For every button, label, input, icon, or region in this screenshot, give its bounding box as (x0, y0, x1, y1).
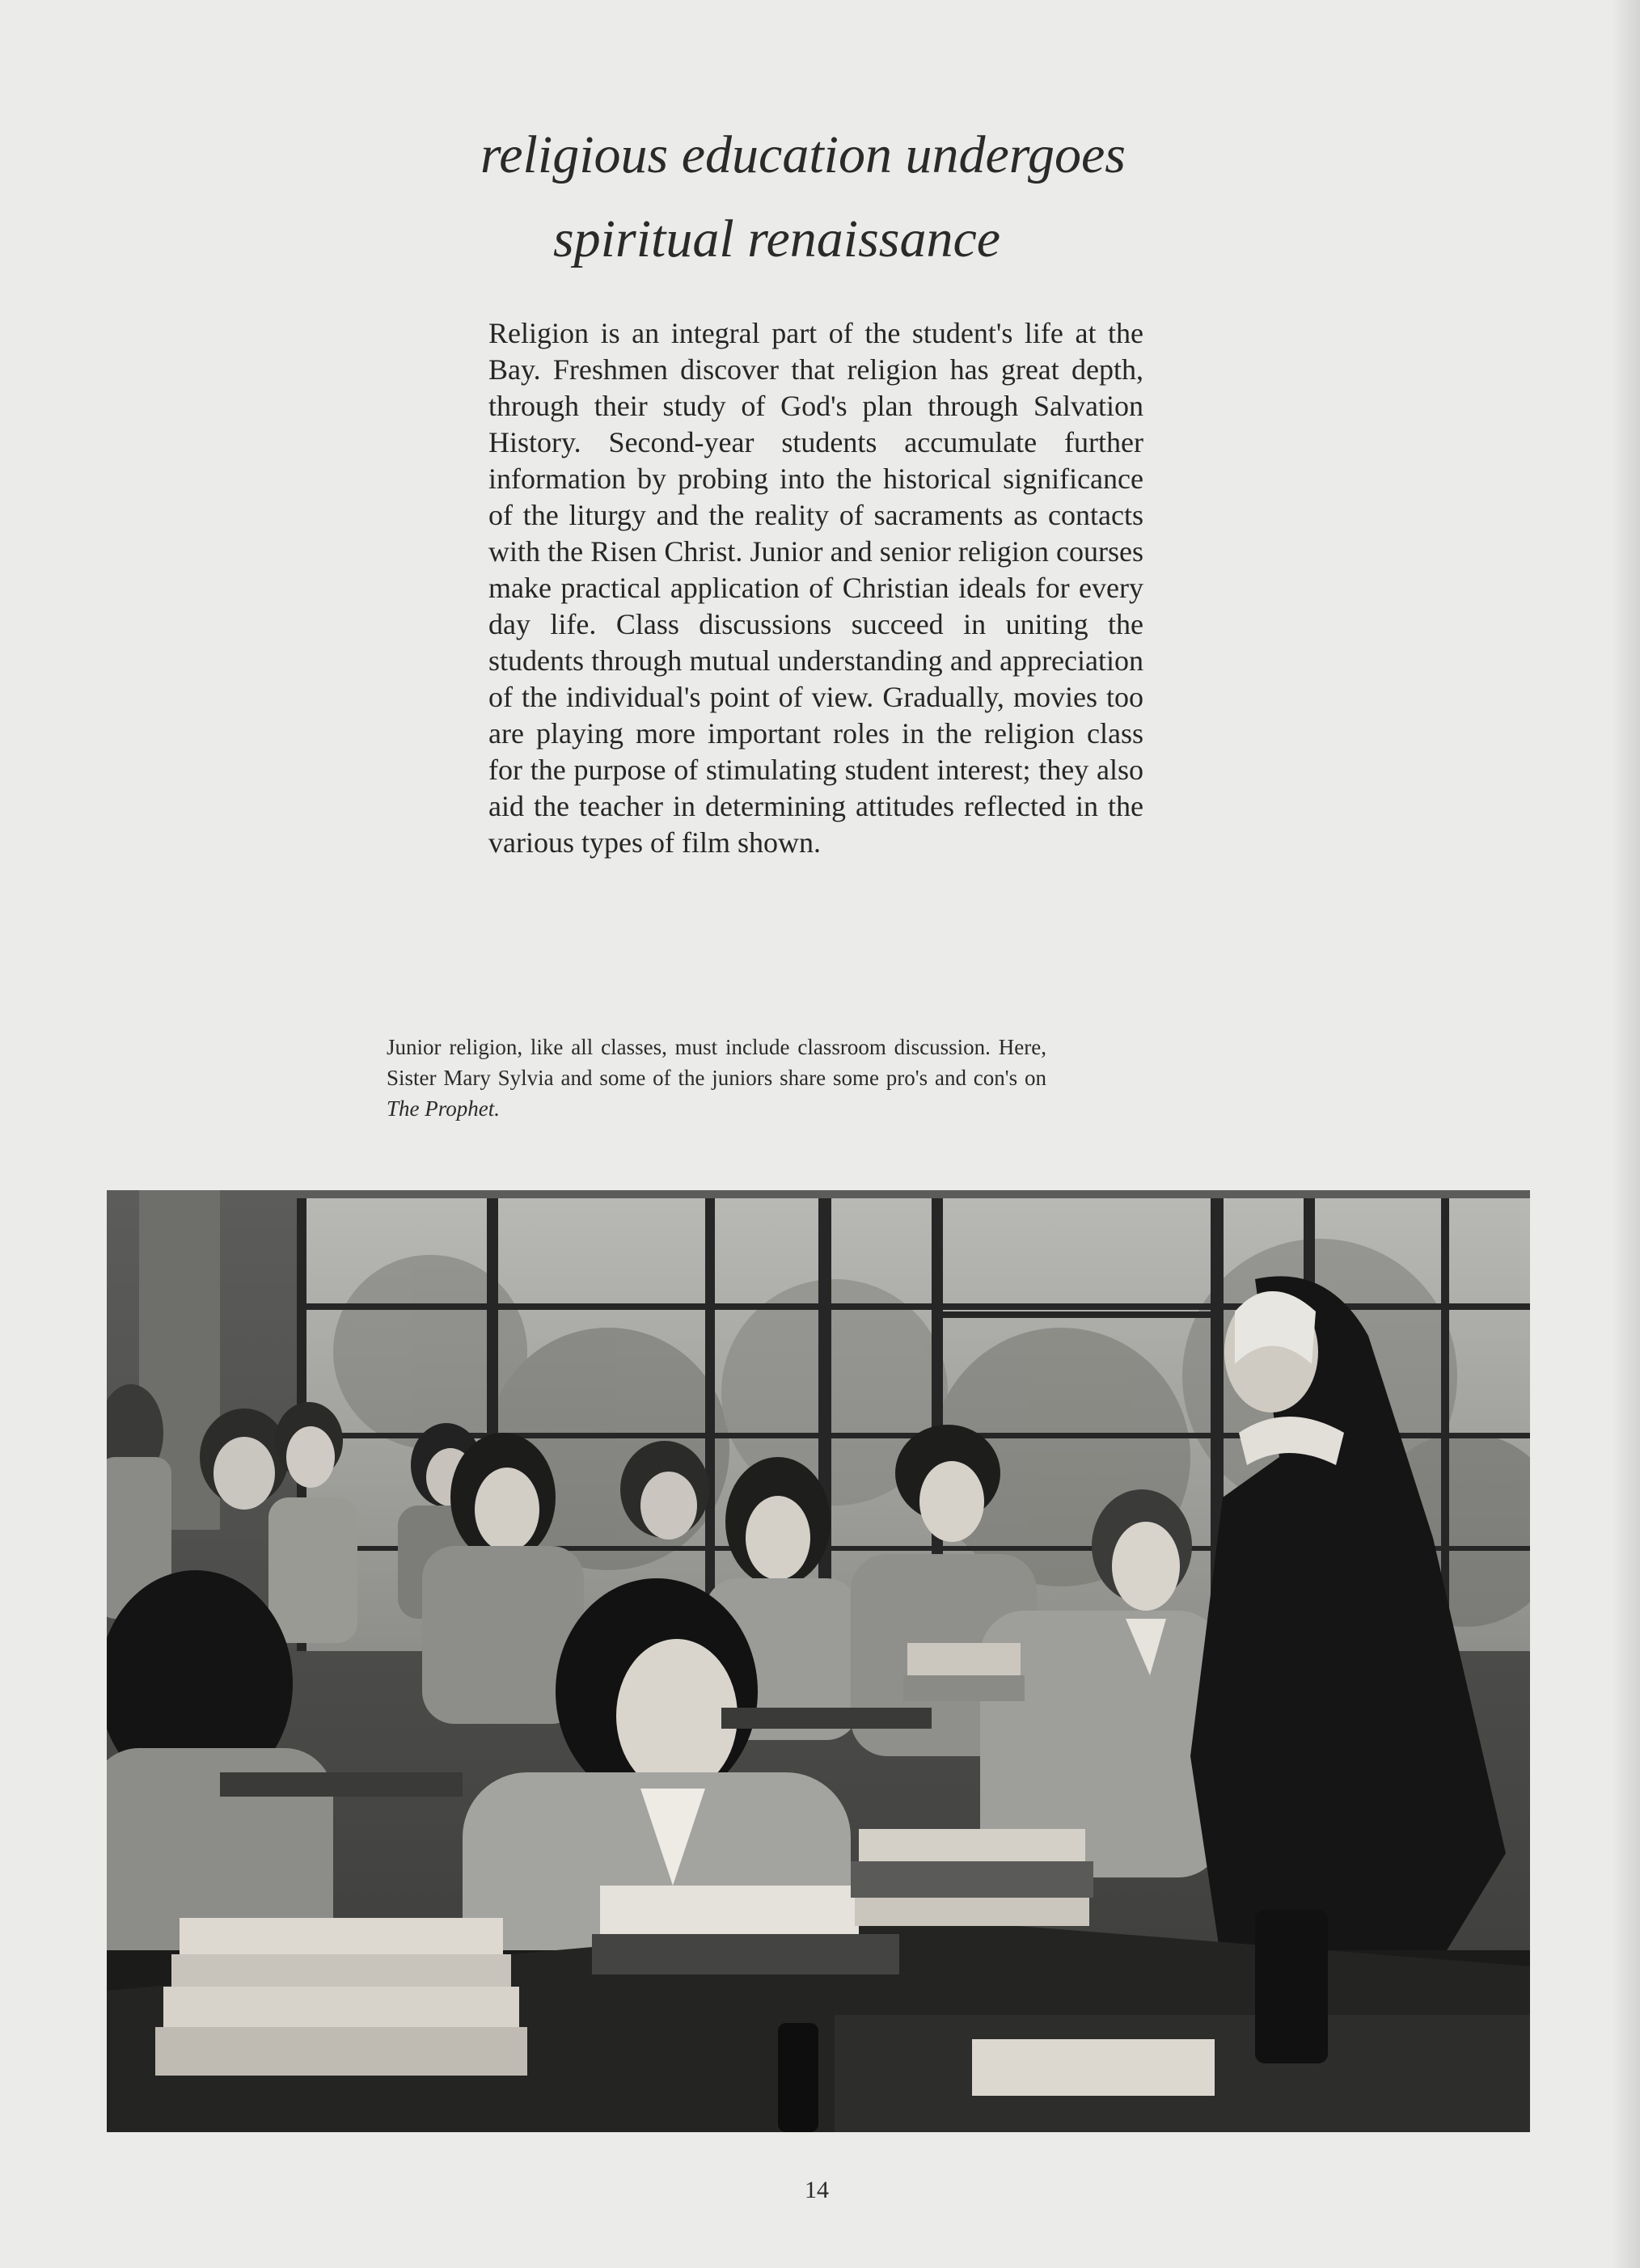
title-line-1: religious education undergoes (480, 125, 1126, 184)
page-edge-shadow (1611, 0, 1640, 2268)
page-number: 14 (805, 2177, 829, 2203)
classroom-photo (107, 1190, 1530, 2132)
caption-text: Junior religion, like all classes, must include classroom discussion. Here, Sister Mary Sylvia and some of the juniors share some pro's and con's on (387, 1035, 1046, 1090)
classroom-photo-illustration (107, 1190, 1530, 2132)
title-line-2: spiritual renaissance (553, 209, 1001, 268)
caption-book-title: The Prophet. (387, 1096, 500, 1121)
photo-caption (387, 1032, 1046, 1124)
page-title (453, 113, 1262, 281)
article-body: Religion is an integral part of the student's life at the Bay. Freshmen discover that religion has great depth, through their study of God's plan through Salvation History. Second-year students accumulate further information by probing into the historical significance of the liturgy and the reality of sacraments as contacts with the Risen Christ. Junior and senior religion courses make practical application of Christian ideals for every day life. Class discussions succeed in uniting the students through mutual understanding and appreciation of the individual's point of view. Gradually, movies too are playing more important roles in the religion class for the purpose of stimulating student interest; they also aid the teacher in determining attitudes reflected in the various types of film shown. (488, 317, 1143, 859)
